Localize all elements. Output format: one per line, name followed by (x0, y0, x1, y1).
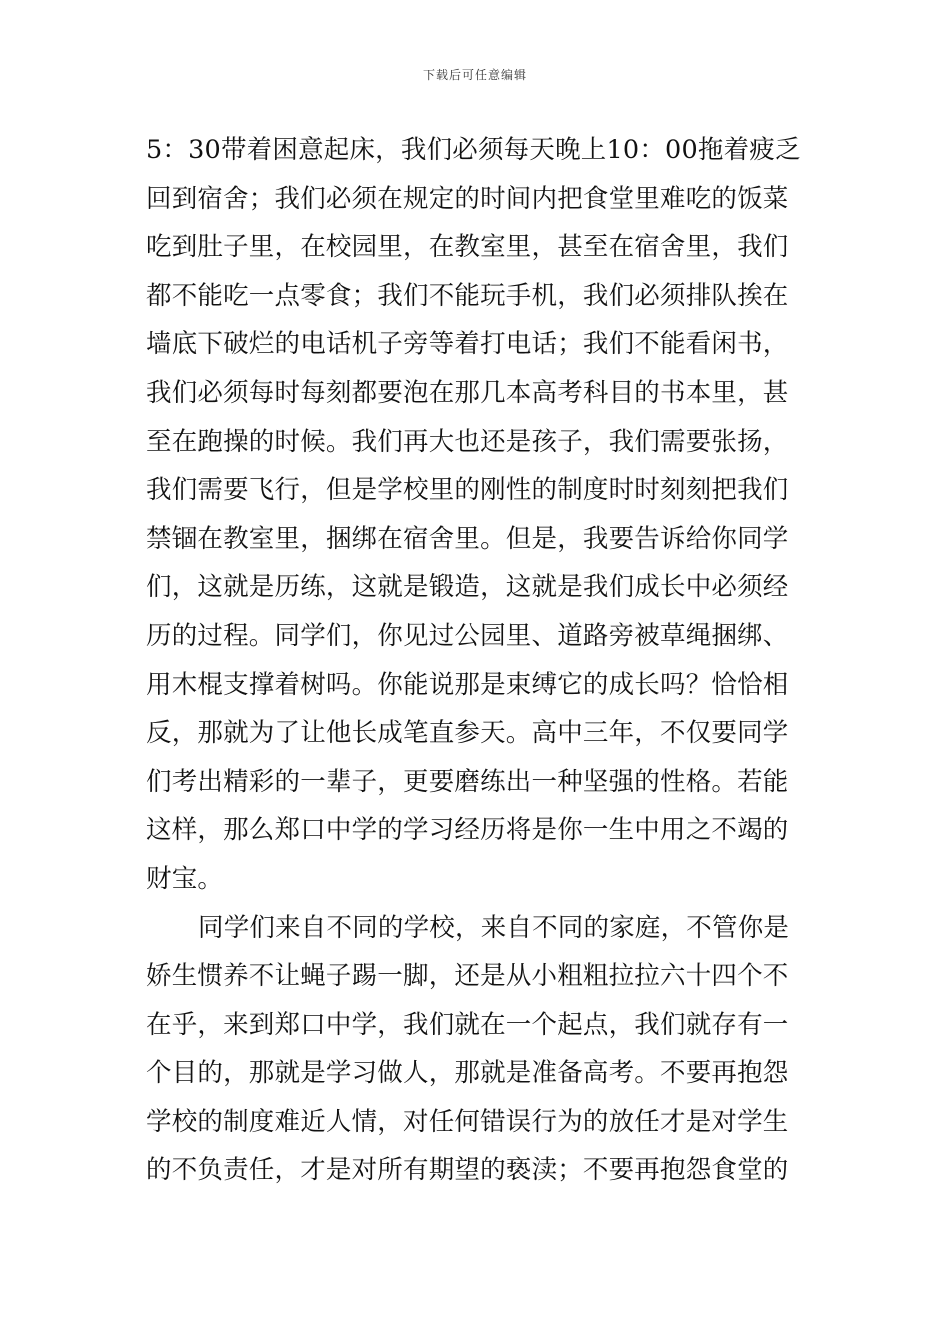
text-line: 个目的，那就是学习做人，那就是准备高考。不要再抱怨 (146, 1058, 789, 1089)
text-line: 回到宿舍；我们必须在规定的时间内把食堂里难吃的饭菜 (146, 183, 789, 214)
text-line: 禁锢在教室里，捆绑在宿舍里。但是，我要告诉给你同学 (146, 523, 789, 554)
text-line: 用木棍支撑着树吗。你能说那是束缚它的成长吗？恰恰相 (146, 669, 789, 700)
text-line: 墙底下破烂的电话机子旁等着打电话；我们不能看闲书， (146, 329, 789, 360)
text-line: 5：30带着困意起床，我们必须每天晚上10：00拖着疲乏 (146, 135, 801, 165)
text-line-first: 同学们来自不同的学校，来自不同的家庭，不管你是 (198, 912, 790, 943)
document-body (146, 126, 814, 1195)
text-line: 学校的制度难近人情，对任何错误行为的放任才是对学生 (146, 1106, 789, 1137)
text-line: 至在跑操的时候。我们再大也还是孩子，我们需要张扬， (146, 426, 789, 457)
text-line: 财宝。 (146, 863, 224, 894)
text-line: 们，这就是历练，这就是锻造，这就是我们成长中必须经 (146, 572, 789, 603)
text-line: 历的过程。同学们，你见过公园里、道路旁被草绳捆绑、 (146, 620, 789, 651)
text-line: 吃到肚子里，在校园里，在教室里，甚至在宿舍里，我们 (146, 232, 789, 263)
text-line: 我们需要飞行，但是学校里的刚性的制度时时刻刻把我们 (146, 475, 789, 506)
text-line: 的不负责任，才是对所有期望的亵渎；不要再抱怨食堂的 (146, 1155, 789, 1186)
text-line: 娇生惯养不让蝇子踢一脚，还是从小粗粗拉拉六十四个不 (146, 961, 789, 992)
text-line: 在乎，来到郑口中学，我们就在一个起点，我们就存有一 (146, 1009, 789, 1040)
text-line: 这样，那么郑口中学的学习经历将是你一生中用之不竭的 (146, 815, 789, 846)
paragraph-2 (146, 904, 814, 1196)
paragraph-1 (146, 126, 814, 904)
text-line: 们考出精彩的一辈子，更要磨练出一种坚强的性格。若能 (146, 766, 789, 797)
text-line: 都不能吃一点零食；我们不能玩手机，我们必须排队挨在 (146, 280, 789, 311)
page-header: 下载后可任意编辑 (422, 68, 527, 82)
text-line: 反，那就为了让他长成笔直参天。高中三年，不仅要同学 (146, 718, 789, 749)
text-line: 我们必须每时每刻都要泡在那几本高考科目的书本里，甚 (146, 377, 789, 408)
